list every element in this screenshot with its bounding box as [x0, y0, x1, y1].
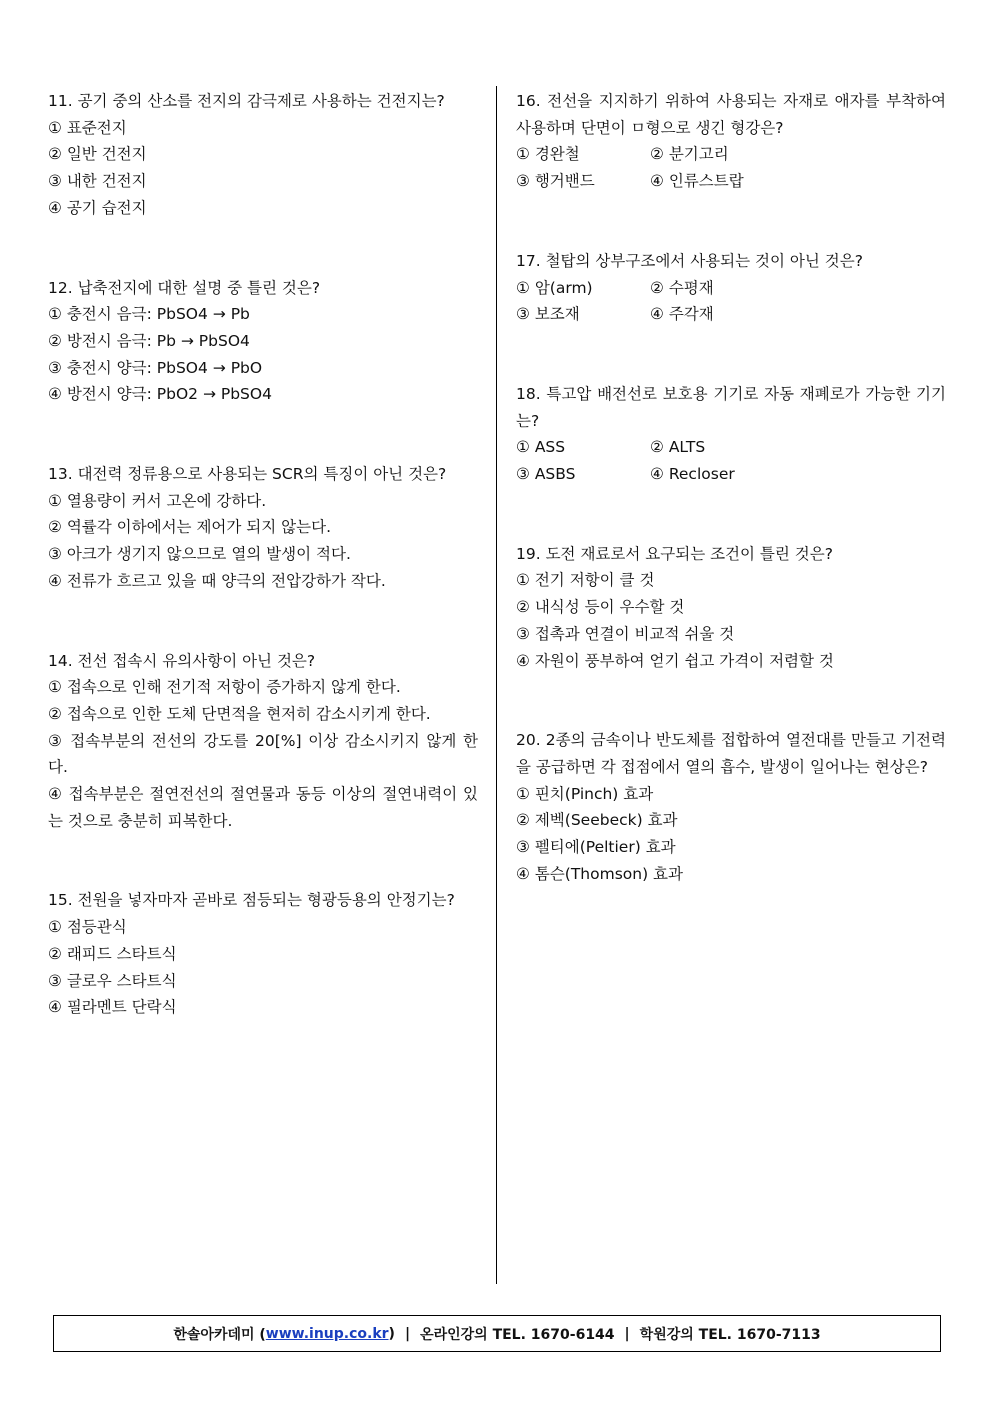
question-stem: 12. 납축전지에 대한 설명 중 틀린 것은?	[48, 278, 321, 297]
footer-separator: |	[404, 1325, 411, 1342]
question-stem: 16. 전선을 지지하기 위하여 사용되는 자재로 애자를 부착하여 사용하며 단면이 ㅁ형으로 생긴 형강은?	[516, 92, 946, 137]
option-4: ④ 전류가 흐르고 있을 때 양극의 전압강하가 작다.	[48, 571, 386, 590]
question-16	[516, 88, 946, 195]
column-divider	[496, 86, 497, 1284]
option-1: ① 핀치(Pinch) 효과	[516, 784, 654, 803]
question-15	[48, 887, 478, 1021]
option-4: ④ 톰슨(Thomson) 효과	[516, 864, 683, 883]
question-stem: 13. 대전력 정류용으로 사용되는 SCR의 특징이 아닌 것은?	[48, 465, 447, 484]
option-4: ④ 인류스트랍	[650, 172, 744, 191]
option-3: ③ 충전시 양극: PbSO4 → PbO	[48, 358, 263, 377]
question-stem: 11. 공기 중의 산소를 전지의 감극제로 사용하는 건전지는?	[48, 92, 445, 110]
online-tel: 온라인강의 TEL. 1670-6144	[420, 1326, 615, 1343]
option-4: ④ Recloser	[650, 465, 735, 484]
question-14	[48, 648, 478, 835]
option-2: ② 분기고리	[650, 145, 729, 164]
question-stem: 14. 전선 접속시 유의사항이 아닌 것은?	[48, 651, 316, 670]
question-11	[48, 88, 478, 222]
option-1: ① 표준전지	[48, 118, 127, 137]
option-2: ② ALTS	[650, 438, 706, 457]
option-3: ③ 접속부분의 전선의 강도를 20[%] 이상 감소시키지 않게 한다.	[48, 731, 478, 777]
option-4: ④ 방전시 양극: PbO2 → PbSO4	[48, 385, 272, 404]
question-20	[516, 727, 946, 887]
footer-separator: |	[624, 1325, 630, 1342]
question-stem: 19. 도전 재료로서 요구되는 조건이 틀린 것은?	[516, 544, 833, 563]
option-2: ② 수평재	[650, 278, 714, 297]
right-column	[516, 88, 946, 887]
option-4: ④ 공기 습전지	[48, 198, 147, 217]
option-1: ① 충전시 음극: PbSO4 → Pb	[48, 305, 250, 324]
option-3: ③ 행거밴드	[516, 172, 595, 191]
option-3: ③ ASBS	[516, 465, 576, 484]
option-2: ② 내식성 등이 우수할 것	[516, 598, 685, 617]
option-3: ③ 보조재	[516, 305, 580, 324]
option-2: ② 래피드 스타트식	[48, 944, 177, 963]
question-18	[516, 381, 946, 488]
offline-tel: 학원강의 TEL. 1670-7113	[639, 1326, 821, 1343]
option-2: ② 방전시 음극: Pb → PbSO4	[48, 331, 250, 350]
question-stem: 18. 특고압 배전선로 보호용 기기로 자동 재폐로가 가능한 기기는?	[516, 384, 946, 430]
option-4: ④ 필라멘트 단락식	[48, 998, 177, 1017]
option-1: ① 암(arm)	[516, 278, 593, 297]
academy-name: 한솔아카데미 (	[173, 1326, 266, 1343]
question-19	[516, 541, 946, 675]
option-1: ① ASS	[516, 438, 566, 457]
question-13	[48, 461, 478, 595]
option-2: ② 제벡(Seebeck) 효과	[516, 811, 678, 830]
option-2: ② 일반 건전지	[48, 145, 147, 164]
question-stem: 20. 2종의 금속이나 반도체를 접합하여 열전대를 만들고 기전력을 공급하면 각 접점에서 열의 흡수, 발생이 일어나는 현상은?	[516, 731, 946, 776]
option-3: ③ 펠티에(Peltier) 효과	[516, 838, 676, 857]
question-12	[48, 275, 478, 409]
option-3: ③ 글로우 스타트식	[48, 971, 177, 990]
question-stem: 15. 전원을 넣자마자 곧바로 점등되는 형광등용의 안정기는?	[48, 891, 455, 910]
question-stem: 17. 철탑의 상부구조에서 사용되는 것이 아닌 것은?	[516, 251, 863, 270]
option-4: ④ 접속부분은 절연전선의 절연물과 동등 이상의 절연내력이 있는 것으로 충분히 피복한다.	[48, 785, 478, 830]
option-1: ① 경완철	[516, 145, 580, 164]
option-3: ③ 아크가 생기지 않으므로 열의 발생이 적다.	[48, 545, 351, 564]
option-3: ③ 접촉과 연결이 비교적 쉬울 것	[516, 624, 735, 643]
question-17	[516, 248, 946, 328]
option-2: ② 역률각 이하에서는 제어가 되지 않는다.	[48, 518, 332, 537]
option-2: ② 접속으로 인한 도체 단면적을 현저히 감소시키게 한다.	[48, 704, 431, 723]
option-1: ① 열용량이 커서 고온에 강하다.	[48, 491, 267, 510]
footer-bar	[53, 1315, 941, 1352]
option-4: ④ 자원이 풍부하여 얻기 쉽고 가격이 저렴할 것	[516, 651, 834, 670]
option-4: ④ 주각재	[650, 305, 714, 324]
left-column	[48, 88, 478, 1021]
website-link[interactable]: www.inup.co.kr	[265, 1325, 389, 1342]
option-1: ① 점등관식	[48, 918, 127, 937]
option-1: ① 접속으로 인해 전기적 저항이 증가하지 않게 한다.	[48, 678, 401, 697]
option-3: ③ 내한 건전지	[48, 172, 147, 191]
academy-name-close: )	[388, 1325, 395, 1342]
option-1: ① 전기 저항이 클 것	[516, 571, 655, 590]
